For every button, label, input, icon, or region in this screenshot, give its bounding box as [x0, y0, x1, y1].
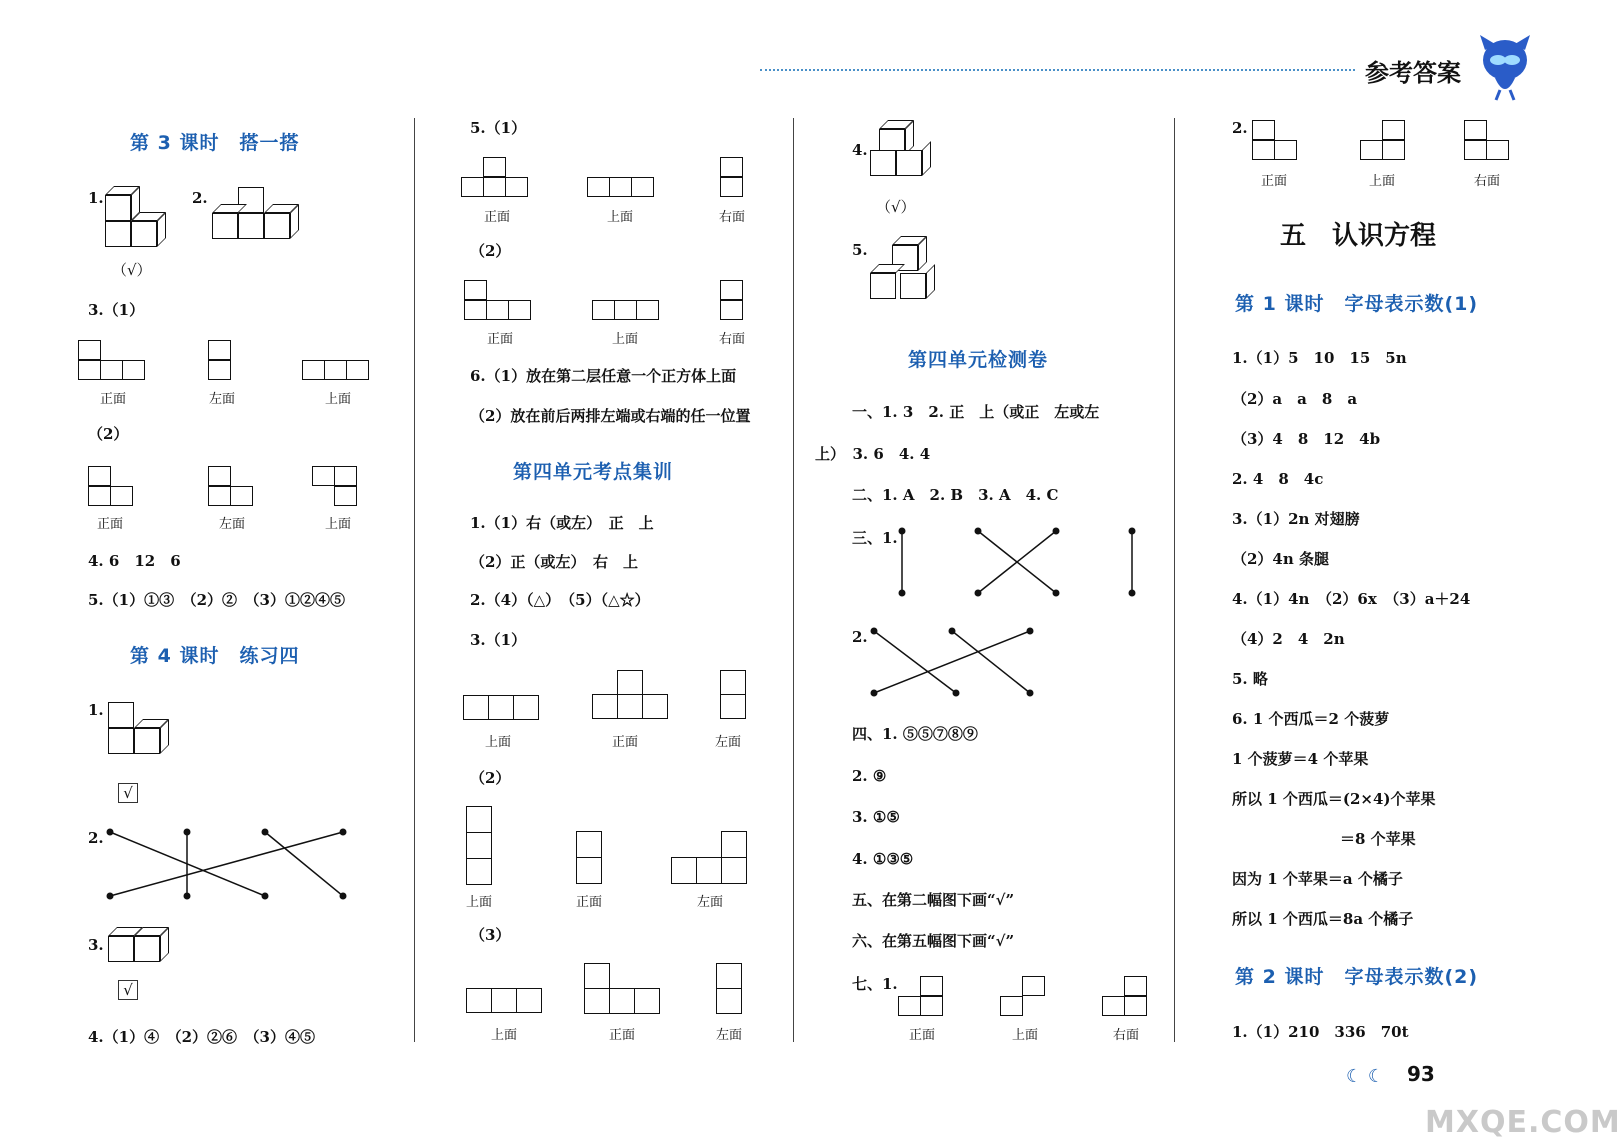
answer-line: （2）正（或左） 右 上	[470, 553, 638, 571]
question-number: 5.	[852, 241, 868, 259]
view-left	[720, 670, 750, 725]
answer-line: 6.（1）放在第二层任意一个正方体上面	[470, 367, 737, 385]
view-top	[312, 466, 362, 511]
cube-figure	[108, 922, 178, 967]
answer-line: 5. 略	[1232, 670, 1268, 688]
question-label: 5.（1）	[470, 119, 527, 137]
column-divider	[793, 118, 794, 1042]
matching-lines	[868, 625, 1048, 700]
answer-line: 6. 1 个西瓜＝2 个菠萝	[1232, 710, 1390, 728]
view-front	[576, 831, 606, 886]
caption: 正面	[96, 517, 123, 532]
view-left	[671, 831, 756, 886]
unit-title: 五 认识方程	[1280, 221, 1437, 251]
answer-check: （√）	[112, 261, 152, 279]
caption: 正面	[575, 895, 602, 910]
answer-line: 五、在第二幅图下画“√”	[852, 891, 1015, 909]
caption: 正面	[908, 1028, 935, 1043]
answer-line: 4.（1）④ （2）②⑥ （3）④⑤	[88, 1028, 315, 1046]
answer-line: 5.（1）①③ （2）② （3）①②④⑤	[88, 591, 345, 609]
answer-line: 所以 1 个西瓜＝(2×4)个苹果	[1232, 790, 1436, 808]
caption: 正面	[483, 210, 510, 225]
page-number: 93	[1407, 1062, 1435, 1086]
section-title: 第四单元考点集训	[513, 461, 674, 483]
answer-line: （4）2 4 2n	[1232, 630, 1345, 648]
answer-line: 1 个菠萝＝4 个苹果	[1232, 750, 1369, 768]
cube-figure	[870, 120, 950, 180]
caption: 右面	[718, 332, 745, 347]
view-right	[720, 157, 750, 202]
view-top	[1000, 976, 1050, 1021]
caption: 左面	[218, 517, 245, 532]
question-label: 2.	[852, 628, 868, 646]
view-right	[1102, 976, 1152, 1021]
question-label: （2）	[470, 769, 511, 787]
question-number: 1.	[88, 189, 104, 207]
section-title: 第四单元检测卷	[908, 349, 1049, 371]
answer-line: 4.（1）4n （2）6x （3）a＋24	[1232, 590, 1471, 608]
question-label: 七、1.	[852, 975, 898, 993]
answer-line: 四、1. ⑤⑤⑦⑧⑨	[852, 725, 978, 743]
question-number: 4.	[852, 141, 868, 159]
view-front	[464, 280, 534, 325]
caption: 右面	[718, 210, 745, 225]
matching-lines	[100, 820, 360, 900]
answer-line: 4. 6 12 6	[88, 552, 181, 570]
caption: 上面	[490, 1028, 517, 1043]
question-number: 2.	[1232, 119, 1248, 137]
check-box: √	[118, 783, 138, 803]
view-left	[716, 963, 746, 1018]
view-front	[88, 466, 138, 511]
cube-figure	[212, 185, 302, 245]
view-top	[302, 360, 372, 385]
view-top	[463, 695, 548, 723]
moon-icon: ☾ ☾	[1346, 1066, 1384, 1087]
caption: 上面	[465, 895, 492, 910]
answer-line: 上） 3. 6 4. 4	[815, 445, 931, 463]
caption: 上面	[611, 332, 638, 347]
answer-line: 4. ①③⑤	[852, 850, 914, 868]
answer-line: （2）放在前后两排左端或右端的任一位置	[470, 407, 751, 425]
view-top	[466, 806, 496, 886]
caption: 上面	[324, 392, 351, 407]
watermark: MXQE.COM	[1425, 1105, 1621, 1140]
caption: 右面	[1112, 1028, 1139, 1043]
question-label: （2）	[470, 242, 511, 260]
question-label: 3.（1）	[88, 301, 145, 319]
answer-line: 2. ⑨	[852, 767, 887, 785]
answer-line: 一、1. 3 2. 正 上（或正 左或左	[852, 403, 1100, 421]
section-title: 第 2 课时 字母表示数(2)	[1235, 966, 1479, 988]
answer-line: （2）a a 8 a	[1232, 390, 1358, 408]
question-label: （3）	[470, 926, 511, 944]
caption: 正面	[486, 332, 513, 347]
column-divider	[414, 118, 415, 1042]
caption: 左面	[714, 735, 741, 750]
answer-line: 二、1. A 2. B 3. A 4. C	[852, 486, 1059, 504]
view-left	[208, 466, 258, 511]
caption: 正面	[1260, 174, 1287, 189]
answer-line: 2. 4 8 4c	[1232, 470, 1324, 488]
view-left	[208, 340, 238, 385]
caption: 正面	[611, 735, 638, 750]
caption: 上面	[324, 517, 351, 532]
caption: 左面	[208, 392, 235, 407]
cube-figure	[108, 702, 178, 757]
caption: 左面	[696, 895, 723, 910]
cube-figure	[870, 243, 950, 305]
header-dotted-rule	[760, 69, 1355, 71]
answer-line: 2.（4）（△） （5）（△☆）	[470, 591, 650, 609]
caption: 正面	[99, 392, 126, 407]
caption: 右面	[1473, 174, 1500, 189]
answer-line: 因为 1 个苹果＝a 个橘子	[1232, 870, 1403, 888]
caption: 上面	[606, 210, 633, 225]
view-right	[1464, 120, 1514, 165]
view-right	[720, 280, 750, 325]
answer-line: 六、在第五幅图下画“√”	[852, 932, 1015, 950]
view-front	[898, 976, 948, 1021]
header-title: 参考答案	[1365, 59, 1461, 87]
section-title: 第 3 课时 搭一搭	[130, 132, 300, 154]
section-title: 第 4 课时 练习四	[130, 645, 300, 667]
caption: 上面	[1011, 1028, 1038, 1043]
answer-line: 1.（1）右（或左） 正 上	[470, 514, 654, 532]
column-divider	[1174, 118, 1175, 1042]
question-number: 1.	[88, 701, 104, 719]
question-label: 三、1.	[852, 529, 898, 547]
section-title: 第 1 课时 字母表示数(1)	[1235, 293, 1479, 315]
caption: 上面	[484, 735, 511, 750]
view-front	[592, 670, 677, 725]
answer-line: 1.（1）210 336 70t	[1232, 1023, 1409, 1041]
question-number: 2.	[192, 189, 208, 207]
answer-check: （√）	[876, 198, 916, 216]
check-box: √	[118, 980, 138, 1000]
view-front	[78, 340, 148, 385]
caption: 正面	[608, 1028, 635, 1043]
question-label: （2）	[88, 425, 129, 443]
matching-lines	[890, 525, 1140, 600]
cube-figure	[105, 185, 175, 250]
view-front	[1252, 120, 1302, 165]
question-label: 3.（1）	[470, 631, 527, 649]
answer-line: 1.（1）5 10 15 5n	[1232, 349, 1407, 367]
answer-line: 3.（1）2n 对翅膀	[1232, 510, 1360, 528]
view-top	[592, 300, 662, 325]
view-top	[587, 177, 657, 202]
question-number: 2.	[88, 829, 104, 847]
view-front	[584, 963, 669, 1018]
answer-line: （3）4 8 12 4b	[1232, 430, 1381, 448]
question-number: 3.	[88, 936, 104, 954]
caption: 左面	[715, 1028, 742, 1043]
answer-line: 3. ①⑤	[852, 808, 900, 826]
answer-line: （2）4n 条腿	[1232, 550, 1330, 568]
view-top	[1360, 120, 1410, 165]
mascot-icon	[1470, 30, 1540, 100]
answer-line: 所以 1 个西瓜＝8a 个橘子	[1232, 910, 1414, 928]
caption: 上面	[1368, 174, 1395, 189]
view-front	[461, 157, 531, 202]
answer-line: ＝8 个苹果	[1340, 830, 1416, 848]
view-top	[466, 988, 551, 1016]
